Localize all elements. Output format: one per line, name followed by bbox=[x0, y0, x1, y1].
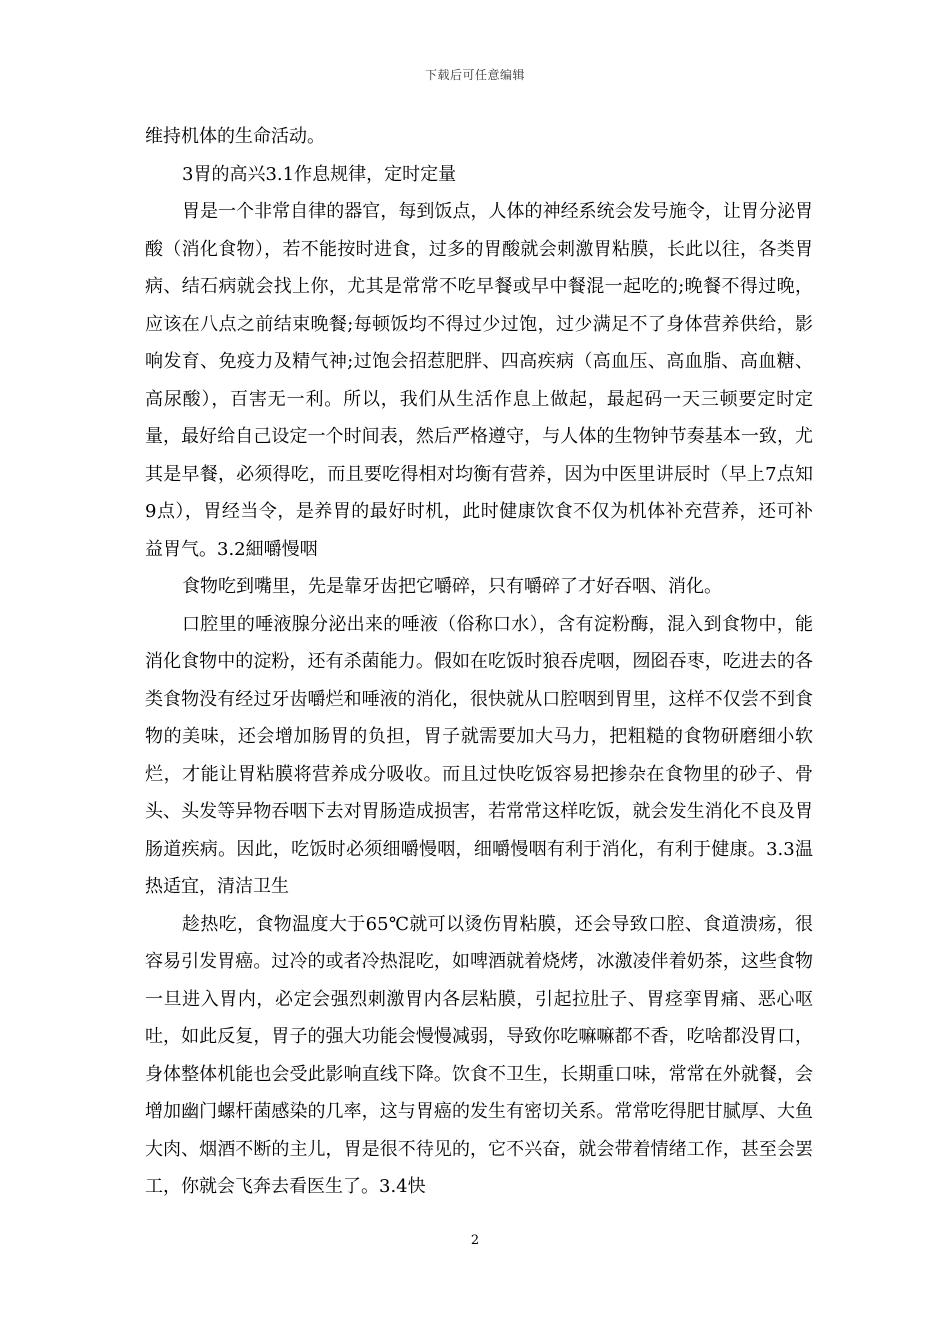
paragraph: 口腔里的唾液腺分泌出来的唾液（俗称口水），含有淀粉酶，混入到食物中，能消化食物中的淀粉，还有杀菌能力。假如在吃饭时狼吞虎咽，囫囵吞枣，吃进去的各类食物没有经过牙齿嚼烂和唾液的消化，很快就从口腔咽到胃里，这样不仅尝不到食物的美味，还会增加肠胃的负担，胃子就需要加大马力，把粗糙的食物研磨细小软烂，才能让胃粘膜将营养成分吸收。而且过快吃饭容易把掺杂在食物里的砂子、骨头、头发等异物吞咽下去对胃肠造成损害，若常常这样吃饭，就会发生消化不良及胃肠道疾病。因此，吃饭时必须细嚼慢咽，细嚼慢咽有利于消化，有利于健康。3.3温热适宜，清洁卫生 bbox=[145, 613, 813, 897]
body-text bbox=[145, 118, 813, 1206]
paragraph: 胃是一个非常自律的器官，每到饭点，人体的神经系统会发号施令，让胃分泌胃酸（消化食物），若不能按时进食，过多的胃酸就会刺激胃粘膜，长此以往，各类胃病、结石病就会找上你，尤其是常常不吃早餐或早中餐混一起吃的;晚餐不得过晚，应该在八点之前结束晚餐;每顿饭均不得过少过饱，过少满足不了身体营养供给，影响发育、免疫力及精气神;过饱会招惹肥胖、四高疾病（高血压、高血脂、高血糖、高尿酸），百害无一利。所以，我们从生活作息上做起，最起码一天三顿要定时定量，最好给自己设定一个时间表，然后严格遵守，与人体的生物钟节奏基本一致，尤其是早餐，必须得吃，而且要吃得相对均衡有营养，因为中医里讲辰时（早上7点知9点），胃经当令，是养胃的最好时机，此时健康饮食不仅为机体补充营养，还可补益胃气。3.2細嚼慢咽 bbox=[145, 201, 813, 560]
paragraph: 趁热吃，食物温度大于65℃就可以烫伤胃粘膜，还会导致口腔、食道溃疡，很容易引发胃癌。过冷的或者冷热混吃，如啤酒就着烧烤，冰激凌伴着奶茶，这些食物一旦进入胃内，必定会强烈刺激胃内各层粘膜，引起拉肚子、胃痉挛胃痛、恶心呕吐，如此反复，胃子的强大功能会慢慢减弱，导致你吃嘛嘛都不香，吃啥都没胃口，身体整体机能也会受此影响直线下降。饮食不卫生，长期重口味，常常在外就餐，会增加幽门螺杆菌感染的几率，这与胃癌的发生有密切关系。常常吃得肥甘腻厚、大鱼大肉、烟酒不断的主儿，胃是很不待见的，它不兴奋，就会带着情绪工作，甚至会罢工，你就会飞奔去看医生了。3.4快 bbox=[145, 913, 813, 1197]
paragraph: 食物吃到嘴里，先是靠牙齿把它嚼碎，只有嚼碎了才好吞咽、消化。 bbox=[182, 576, 722, 597]
paragraph-continuation: 维持机体的生命活动。 bbox=[145, 126, 325, 147]
section-heading: 3胃的高兴3.1作息规律，定时定量 bbox=[182, 163, 457, 185]
page-header: 下载后可任意编辑 bbox=[424, 68, 525, 82]
page-number: 2 bbox=[470, 1233, 480, 1248]
